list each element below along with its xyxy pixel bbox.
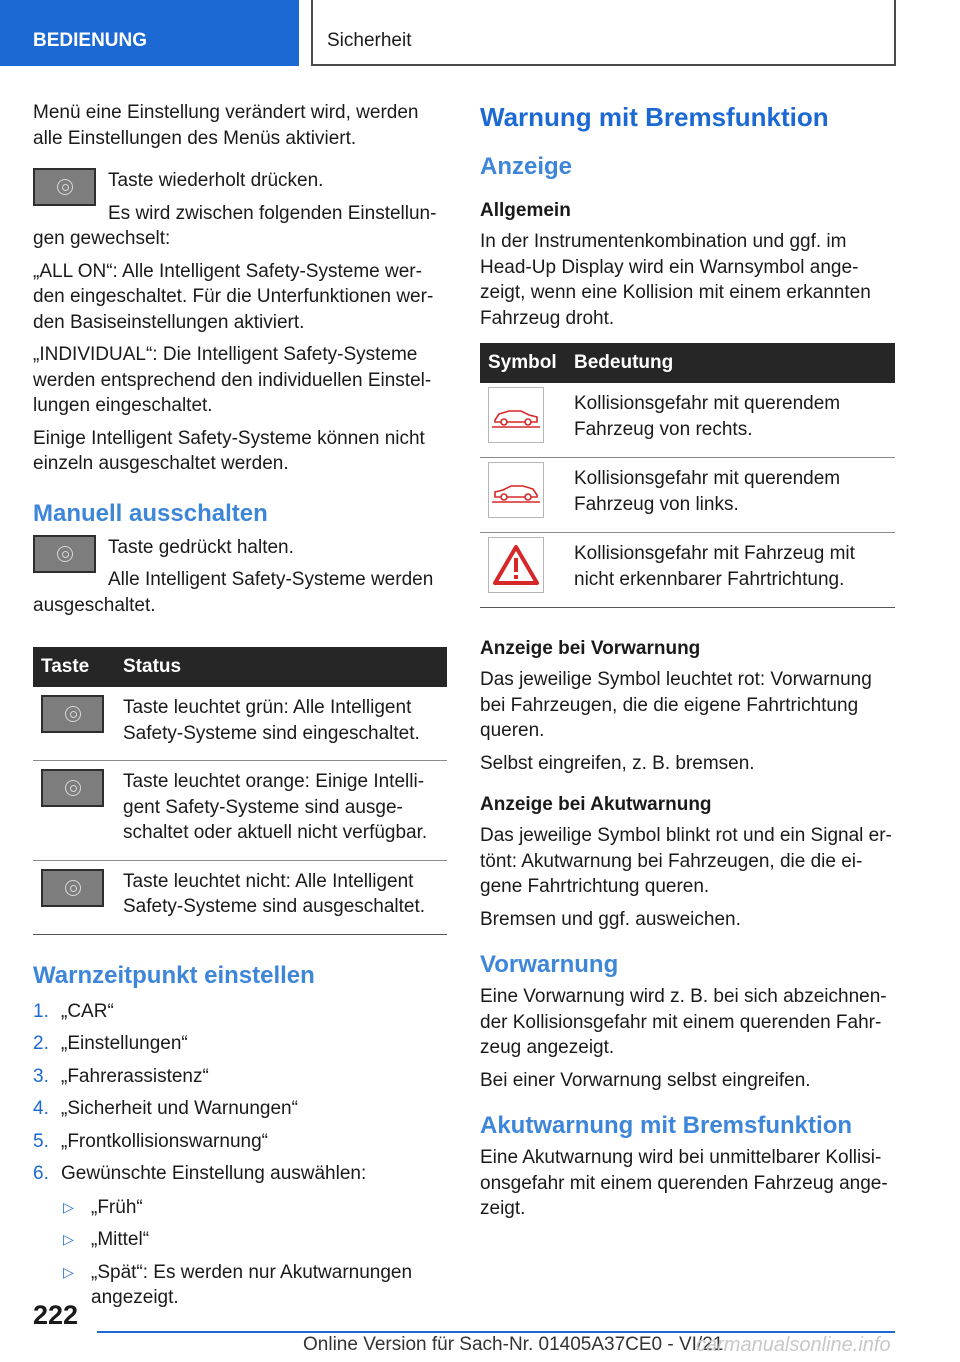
list-item: 6. Gewünschte Einstellung auswählen: ▷ „Früh“ ▷ „Mittel“ ▷ „Spät“: Es werden nur Akutwarnungen angezeigt.: [33, 1161, 447, 1311]
prewarn-display-heading: Anzeige bei Vorwarnung: [480, 638, 701, 659]
manual-off-heading: Manuell ausschalten: [33, 499, 268, 527]
general-heading: Allgemein: [480, 200, 571, 221]
list-item: 3. „Fahrerassistenz“: [33, 1065, 209, 1087]
page-header: [0, 0, 960, 66]
safety-button-green-icon: [41, 695, 104, 733]
warning-triangle-icon: [488, 537, 544, 593]
list-item: 4. „Sicherheit und Warnungen“: [33, 1098, 298, 1119]
symbol-table: [480, 343, 895, 608]
status-table: [33, 647, 447, 935]
acute-display-text: Das jeweilige Symbol blinkt rot und ein Signal ertönt: Akutwarnung bei Fahrzeugen, die die eigene Fahrtrichtung queren.: [480, 825, 892, 897]
table-row: [480, 533, 895, 608]
options-list: [61, 1195, 447, 1311]
page-number: 222: [33, 1300, 79, 1330]
some-not-text: Einige Intelligent Safety-Systeme können nicht einzeln ausgeschaltet werden.: [33, 427, 425, 474]
hold-key-text: Taste gedrückt halten.: [108, 536, 294, 558]
section-tab: BEDIENUNG: [0, 0, 299, 66]
status-text: Taste leuchtet orange: Einige Intelligent Safety-Systeme sind ausgeschaltet oder aktuell nicht verfügbar.: [115, 761, 447, 861]
watermark: carmanualsonline.info: [696, 1334, 891, 1356]
prewarning-text: Eine Vorwarnung wird z. B. bei sich abzeichnender Kollisionsgefahr mit einem querenden Fahrzeug angezeigt.: [480, 986, 887, 1058]
symbol-meaning-text: Kollisionsgefahr mit querendem Fahrzeug von links.: [566, 458, 895, 533]
all-off-text: Alle Intelligent Safety-Systeme werden ausgeschaltet.: [33, 569, 434, 616]
prewarn-action-text: Selbst eingreifen, z. B. bremsen.: [480, 752, 755, 774]
intro-text: Menü eine Einstellung verändert wird, werden alle Einstellungen des Menüs aktiviert.: [33, 102, 419, 149]
table-row: [480, 458, 895, 533]
press-again-text: Taste wiederholt drücken.: [108, 170, 324, 191]
warning-timing-heading: Warnzeitpunkt einstellen: [33, 961, 315, 989]
col-header-key: Taste: [33, 647, 115, 687]
table-row: [33, 761, 447, 861]
acute-warning-text: Eine Akutwarnung wird bei unmittelbarer Kollisionsgefahr mit einem querenden Fahrzeug angezeigt.: [480, 1147, 888, 1219]
safety-button-off-icon: [41, 869, 104, 907]
chapter-title: Sicherheit: [311, 0, 896, 66]
table-row: [33, 860, 447, 934]
prewarning-heading: Vorwarnung: [480, 951, 619, 978]
safety-button-icon: [33, 168, 96, 206]
table-row: [33, 687, 447, 761]
display-heading: Anzeige: [480, 153, 573, 180]
right-column: [480, 100, 895, 1229]
list-item: ▷ „Spät“: Es werden nur Akutwarnungen angezeigt.: [63, 1261, 413, 1308]
press-again-block: [33, 168, 447, 259]
prewarning-text-2: Bei einer Vorwarnung selbst eingreifen.: [480, 1069, 811, 1091]
triangle-bullet-icon: ▷: [63, 1198, 74, 1215]
hold-key-block: [33, 535, 447, 626]
status-text: Taste leuchtet grün: Alle Intelligent Safety-Systeme sind eingeschaltet.: [115, 687, 447, 761]
col-header-symbol: Symbol: [480, 343, 566, 383]
col-header-meaning: Bedeutung: [566, 343, 895, 383]
left-column: [33, 100, 447, 1318]
triangle-bullet-icon: ▷: [63, 1231, 74, 1247]
symbol-meaning-text: Kollisionsgefahr mit Fahrzeug mit nicht erkennbarer Fahrtrichtung.: [566, 533, 895, 608]
all-on-text: „ALL ON“: Alle Intelligent Safety-Systeme werden eingeschaltet. Für die Unterfunktionen werden Basiseinstellungen aktiviert.: [33, 260, 434, 333]
symbol-meaning-text: Kollisionsgefahr mit querendem Fahrzeug von rechts.: [566, 383, 895, 458]
footer-online-version: Online Version für Sach-Nr. 01405A37CE0 - VI/21: [303, 1334, 724, 1355]
table-row: [480, 383, 895, 458]
safety-button-orange-icon: [41, 769, 104, 807]
steps-list: [33, 999, 447, 1311]
general-text: In der Instrumentenkombination und ggf. im Head-Up Display wird ein Warnsymbol angezeigt, wenn eine Kollision mit einem erkannten Fahrzeug droht.: [480, 231, 871, 329]
car-from-left-icon: [488, 462, 544, 518]
triangle-bullet-icon: ▷: [63, 1263, 74, 1280]
acute-display-heading: Anzeige bei Akutwarnung: [480, 794, 712, 815]
main-heading: Warnung mit Bremsfunktion: [480, 102, 829, 132]
list-item: 1. „CAR“: [33, 1000, 114, 1022]
acute-action-text: Bremsen und ggf. ausweichen.: [480, 908, 741, 930]
acute-warning-heading: Akutwarnung mit Bremsfunktion: [480, 1112, 853, 1139]
list-item: ▷ „Früh“: [61, 1195, 447, 1221]
switch-between-text: Es wird zwischen folgenden Einstellungen gewechselt:: [33, 202, 437, 249]
list-item: ▷ „Mittel“: [61, 1227, 447, 1253]
safety-button-icon: [33, 535, 96, 573]
individual-text: „INDIVIDUAL“: Die Intelligent Safety-Systeme werden entsprechend den individuellen Einstellungen eingeschaltet.: [33, 344, 432, 416]
list-item: 5. „Frontkollisionswarnung“: [33, 1130, 268, 1152]
col-header-status: Status: [115, 647, 447, 687]
footer-divider: [97, 1331, 895, 1333]
car-from-right-icon: [488, 387, 544, 443]
prewarn-display-text: Das jeweilige Symbol leuchtet rot: Vorwarnung bei Fahrzeugen, die die eigene Fahrtrichtung queren.: [480, 669, 872, 741]
list-item: 2. „Einstellungen“: [33, 1033, 188, 1054]
status-text: Taste leuchtet nicht: Alle Intelligent Safety-Systeme sind ausgeschaltet.: [115, 860, 447, 934]
